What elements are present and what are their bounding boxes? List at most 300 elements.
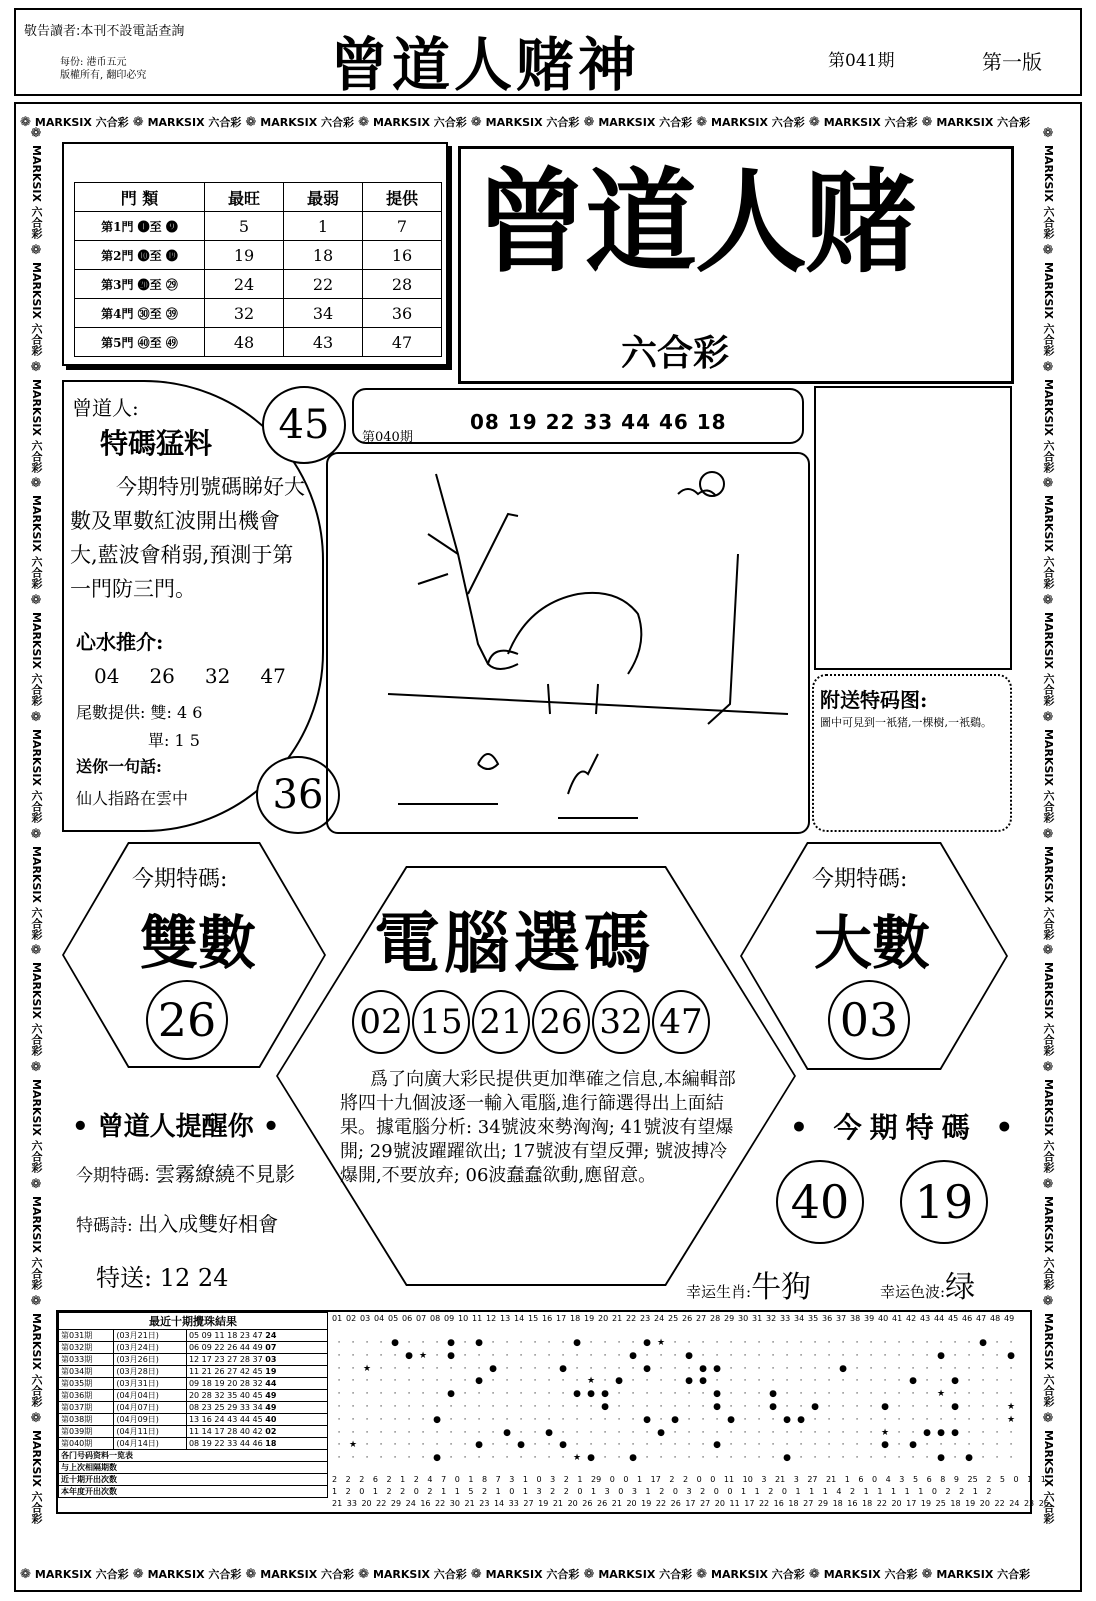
- ball-dot: ·: [995, 1427, 999, 1438]
- ball-dot: ·: [477, 1453, 481, 1464]
- band-text: MARKSIX 六合彩: [147, 116, 242, 129]
- reminder-line1: [76, 1158, 295, 1187]
- ball-dot: ·: [435, 1338, 439, 1348]
- ball-dot: ·: [799, 1427, 803, 1438]
- band-text: MARKSIX 六合彩: [30, 495, 43, 590]
- ball-dot: ·: [757, 1440, 761, 1451]
- ball-dot: ●: [965, 1453, 973, 1464]
- ball-dot: ·: [995, 1350, 999, 1361]
- ball-dot: ·: [869, 1401, 873, 1412]
- ball-dot: ·: [869, 1427, 873, 1438]
- ball-dot: ·: [897, 1338, 901, 1348]
- ball-number: 28: [710, 1314, 721, 1323]
- door-max: 24: [205, 270, 284, 299]
- ball-dot: ·: [883, 1376, 887, 1387]
- door-label: 第4門 ㉚至 ㊴: [75, 299, 205, 328]
- ball-dot: ·: [561, 1453, 565, 1464]
- ball-dot: ·: [617, 1350, 621, 1361]
- flower-icon: ❁: [28, 1410, 44, 1426]
- ball-dot: ·: [771, 1427, 775, 1438]
- ball-dot: ·: [855, 1427, 859, 1438]
- ball-dot: ·: [491, 1376, 495, 1387]
- ball-dot: ●: [545, 1427, 553, 1438]
- right-band: [1036, 126, 1060, 1546]
- ball-dot: ·: [701, 1350, 705, 1361]
- flower-icon: ❁: [470, 1566, 482, 1582]
- result-nums-text: 11 21 26 27 42 45: [188, 1367, 263, 1376]
- ball-dot: ·: [337, 1389, 341, 1400]
- ball-dot: ·: [841, 1350, 845, 1361]
- ball-dot: ·: [673, 1350, 677, 1361]
- ball-dot: ·: [449, 1453, 453, 1464]
- ball-dot: ·: [659, 1440, 663, 1451]
- gift-title: 附送特码图:: [820, 688, 928, 712]
- ball-dot: ●: [559, 1440, 567, 1451]
- flower-icon: ❁: [28, 476, 44, 492]
- ball-dot: ·: [813, 1389, 817, 1400]
- ball-number: 42: [906, 1314, 917, 1323]
- ball-dot: ·: [897, 1401, 901, 1412]
- ball-dot: ·: [463, 1363, 467, 1374]
- ball-dot: ·: [351, 1453, 355, 1464]
- result-special: 02: [265, 1427, 277, 1436]
- ball-number: 22: [626, 1314, 637, 1323]
- results-footer-2: 近十期开出次数: [59, 1474, 328, 1486]
- ball-dot: ·: [911, 1363, 915, 1374]
- flower-icon: ❁: [132, 114, 144, 130]
- computer-num: 32: [592, 990, 650, 1054]
- ball-dot: ·: [799, 1389, 803, 1400]
- ball-dot: ·: [589, 1414, 593, 1425]
- last-draw-box: [352, 388, 804, 444]
- flower-icon: ❁: [583, 114, 595, 130]
- ball-dot: ·: [631, 1440, 635, 1451]
- computer-numbers: [352, 990, 710, 1054]
- dot-row: [332, 1432, 1028, 1451]
- ball-dot: ·: [533, 1414, 537, 1425]
- band-text: MARKSIX 六合彩: [485, 116, 580, 129]
- ball-number: 29: [724, 1314, 735, 1323]
- ball-dot: ·: [351, 1376, 355, 1387]
- ball-dot: ·: [939, 1376, 943, 1387]
- ball-dot: ●: [643, 1363, 651, 1374]
- ball-stats-row: 2 2 2 6 2 1 2 4 7 0 1 8 7 3 1 0 3 2 1 29 0 0 1 17 2 2 0 0 11 10 3 21 3 27 21 1 6 0 4 3 5 6 8 9 25 2 5 0 1 1: [332, 1475, 1046, 1484]
- ball-number: 03: [360, 1314, 371, 1323]
- flower-icon: ❁: [1040, 826, 1056, 842]
- doors-header-min: 最弱: [284, 183, 363, 212]
- result-special: 24: [265, 1331, 277, 1340]
- ball-dot: ·: [813, 1414, 817, 1425]
- ball-dot: ·: [939, 1414, 943, 1425]
- ball-dot: ·: [547, 1350, 551, 1361]
- ball-dot: ·: [1009, 1389, 1013, 1400]
- band-text: MARKSIX 六合彩: [823, 1568, 918, 1581]
- flower-icon: ❁: [583, 1566, 595, 1582]
- flower-icon: ❁: [1040, 126, 1056, 141]
- result-nums: [186, 1402, 327, 1414]
- ball-dot: ·: [505, 1401, 509, 1412]
- flower-icon: ❁: [28, 242, 44, 258]
- ball-dot: ·: [589, 1338, 593, 1348]
- ball-dot: ·: [827, 1440, 831, 1451]
- ball-number: 23: [640, 1314, 651, 1323]
- ball-dot: ·: [813, 1453, 817, 1464]
- ball-dot: ·: [519, 1338, 523, 1348]
- ball-dot: ·: [519, 1363, 523, 1374]
- ball-dot: ·: [519, 1414, 523, 1425]
- ball-dot: ·: [841, 1376, 845, 1387]
- ball-dot: ·: [911, 1389, 915, 1400]
- ball-dot: ·: [603, 1363, 607, 1374]
- result-issue: 第033期: [59, 1354, 114, 1366]
- flower-icon: ❁: [28, 126, 44, 141]
- door-min: 43: [284, 328, 363, 357]
- dot-row: [332, 1368, 1028, 1387]
- band-text: MARKSIX 六合彩: [711, 116, 805, 129]
- result-date: (04月14日): [114, 1438, 187, 1450]
- pig-tree-illustration: [328, 454, 808, 832]
- band-text: MARKSIX 六合彩: [30, 728, 43, 823]
- result-issue: 第038期: [59, 1414, 114, 1426]
- computer-num: 47: [652, 990, 710, 1054]
- ball-number: 25: [668, 1314, 679, 1323]
- ball-dot: ·: [995, 1440, 999, 1451]
- ball-dot: ·: [435, 1401, 439, 1412]
- result-nums: [186, 1390, 327, 1402]
- ball-dot: ·: [757, 1453, 761, 1464]
- ball-dot: ·: [547, 1389, 551, 1400]
- ball-dot: ●: [475, 1440, 483, 1451]
- ball-dot: ·: [1009, 1338, 1013, 1348]
- blank-box: [814, 386, 1012, 670]
- ball-dot: ·: [813, 1440, 817, 1451]
- ball-dot: ·: [407, 1389, 411, 1400]
- ball-dot: ·: [393, 1440, 397, 1451]
- result-special: 40: [265, 1415, 277, 1424]
- ball-dot: ·: [491, 1414, 495, 1425]
- ball-dot: ·: [729, 1376, 733, 1387]
- recommend-numbers: [94, 664, 286, 688]
- ball-dot: ·: [575, 1440, 579, 1451]
- ball-dot: ·: [659, 1363, 663, 1374]
- ball-dot: ·: [869, 1338, 873, 1348]
- flower-icon: ❁: [808, 1566, 820, 1582]
- ball-dot: ·: [953, 1389, 957, 1400]
- ball-dot: ·: [673, 1427, 677, 1438]
- copyright: 版權所有, 翻印必究: [60, 70, 147, 81]
- ball-dot: ·: [533, 1389, 537, 1400]
- ball-dot: ·: [729, 1401, 733, 1412]
- ball-dot: ·: [715, 1414, 719, 1425]
- flower-icon: ❁: [1040, 476, 1056, 492]
- ball-dot: ·: [687, 1440, 691, 1451]
- ball-dot: ·: [981, 1414, 985, 1425]
- result-row: [59, 1378, 328, 1390]
- ball-number: 05: [388, 1314, 399, 1323]
- top-band: [20, 110, 1076, 134]
- ball-dot: ·: [995, 1389, 999, 1400]
- ball-dot: ·: [925, 1376, 929, 1387]
- result-special: 49: [265, 1391, 277, 1400]
- saying-text: 仙人指路在雲中: [76, 789, 189, 808]
- ball-dot: ·: [337, 1376, 341, 1387]
- tail-odd-label: 單:: [148, 731, 170, 750]
- result-date: (03月21日): [114, 1330, 187, 1342]
- ball-dot: ·: [799, 1401, 803, 1412]
- ball-dot: ·: [953, 1440, 957, 1451]
- recommend-title: 心水推介:: [76, 630, 164, 654]
- ball-dot: ·: [771, 1350, 775, 1361]
- band-text: MARKSIX 六合彩: [1042, 962, 1055, 1057]
- ball-dot: ·: [715, 1427, 719, 1438]
- ball-dot: ·: [337, 1401, 341, 1412]
- ball-dot: ·: [729, 1363, 733, 1374]
- doors-row: [75, 299, 442, 328]
- ball-dot: ●: [811, 1401, 819, 1412]
- ball-dot: ·: [911, 1338, 915, 1348]
- flower-icon: ❁: [696, 114, 708, 130]
- ball-dot: ·: [785, 1376, 789, 1387]
- computer-num: 15: [412, 990, 470, 1054]
- band-text: MARKSIX 六合彩: [1042, 1312, 1055, 1407]
- ball-dot: ·: [687, 1427, 691, 1438]
- flower-icon: ❁: [28, 593, 44, 609]
- flower-icon: ❁: [20, 1566, 31, 1582]
- ball-dot: ●: [1007, 1350, 1015, 1361]
- ball-dot: ·: [869, 1453, 873, 1464]
- band-text: MARKSIX 六合彩: [30, 1079, 43, 1174]
- ball-dot: ·: [981, 1363, 985, 1374]
- ball-dot: ·: [379, 1414, 383, 1425]
- ball-dot: ●: [685, 1350, 693, 1361]
- ball-dot: ·: [869, 1414, 873, 1425]
- ball-dot: ·: [337, 1440, 341, 1451]
- color-line: [880, 1262, 975, 1306]
- result-issue: 第035期: [59, 1378, 114, 1390]
- result-nums-text: 11 14 17 28 40 42: [188, 1427, 263, 1436]
- zodiac-label: 幸运生肖:: [686, 1283, 752, 1301]
- ball-dot: ·: [715, 1338, 719, 1348]
- zodiac-line: [686, 1262, 811, 1306]
- ball-dot: ·: [659, 1414, 663, 1425]
- ball-dot: ·: [659, 1389, 663, 1400]
- result-nums-text: 06 09 22 26 44 49: [188, 1343, 263, 1352]
- ball-dot: ·: [771, 1363, 775, 1374]
- ball-dot: ·: [547, 1414, 551, 1425]
- door-min: 1: [284, 212, 363, 241]
- ball-dot: ·: [701, 1401, 705, 1412]
- ball-dot: ·: [491, 1389, 495, 1400]
- tail-even: 4 6: [176, 703, 203, 722]
- ball-dot: ·: [967, 1376, 971, 1387]
- ball-number: 07: [416, 1314, 427, 1323]
- ball-dot: ·: [729, 1427, 733, 1438]
- ball-dot: ·: [477, 1414, 481, 1425]
- ball-dot: ·: [463, 1440, 467, 1451]
- ball-number: 10: [458, 1314, 469, 1323]
- ball-dot: ·: [925, 1414, 929, 1425]
- band-text: MARKSIX 六合彩: [1042, 1429, 1055, 1524]
- ball-dot: ·: [421, 1453, 425, 1464]
- ball-dot: ·: [379, 1363, 383, 1374]
- ball-number: 02: [346, 1314, 357, 1323]
- ball-dot: ·: [967, 1440, 971, 1451]
- ball-dot: ·: [869, 1376, 873, 1387]
- ball-dot: ·: [631, 1389, 635, 1400]
- doors-row: [75, 212, 442, 241]
- ball-number: 16: [542, 1314, 553, 1323]
- ball-dot: ●: [587, 1453, 595, 1464]
- band-text: MARKSIX 六合彩: [30, 261, 43, 356]
- flower-icon: ❁: [808, 114, 820, 130]
- ball-dot: ●: [475, 1376, 483, 1387]
- ball-dot: ·: [449, 1363, 453, 1374]
- ball-number: 41: [892, 1314, 903, 1323]
- ball-dot: ·: [855, 1338, 859, 1348]
- ball-number: 12: [486, 1314, 497, 1323]
- ball-dot: ·: [645, 1453, 649, 1464]
- band-text: MARKSIX 六合彩: [30, 1196, 43, 1290]
- ball-dot: ★: [586, 1376, 596, 1387]
- ball-dot: ·: [841, 1414, 845, 1425]
- result-date: (03月31日): [114, 1378, 187, 1390]
- ball-dot: ·: [407, 1338, 411, 1348]
- ball-dot: ·: [729, 1389, 733, 1400]
- ball-dot: ·: [967, 1350, 971, 1361]
- door-offer: 47: [363, 328, 442, 357]
- flower-icon: [568, 754, 598, 794]
- ball-dot: ·: [939, 1363, 943, 1374]
- ball-dot: ★: [656, 1338, 666, 1348]
- ball-dot: ·: [463, 1338, 467, 1348]
- band-text: MARKSIX 六合彩: [1042, 145, 1055, 239]
- ball-dot: ●: [713, 1389, 721, 1400]
- ball-dot: ●: [671, 1414, 679, 1425]
- flower-icon: ❁: [28, 1060, 44, 1076]
- result-nums-text: 13 16 24 43 44 45: [188, 1415, 263, 1424]
- ball-number: 35: [808, 1314, 819, 1323]
- ball-dot: ·: [757, 1401, 761, 1412]
- masthead-title: 曾道人赌神: [330, 31, 641, 99]
- results-footer-0: 各门号码资料一览表: [59, 1450, 328, 1462]
- ball-number: 19: [584, 1314, 595, 1323]
- ball-dot: ·: [463, 1389, 467, 1400]
- left-hex-number: 26: [146, 980, 228, 1060]
- flower-icon: ❁: [1040, 1060, 1056, 1076]
- ball-dot: ·: [995, 1338, 999, 1348]
- ball-dot: ●: [713, 1363, 721, 1374]
- band-text: MARKSIX 六合彩: [1042, 1079, 1055, 1174]
- ball-dot: ·: [533, 1401, 537, 1412]
- results-footer-1: 与上次相隔期数: [59, 1462, 328, 1474]
- ball-dot: ·: [477, 1363, 481, 1374]
- ball-dot: ·: [561, 1414, 565, 1425]
- ball-dot: ·: [631, 1427, 635, 1438]
- ball-number: 26: [682, 1314, 693, 1323]
- ball-dot: ·: [743, 1389, 747, 1400]
- ball-dot: ·: [869, 1350, 873, 1361]
- ball-dot: ·: [911, 1453, 915, 1464]
- band-text: MARKSIX 六合彩: [823, 116, 918, 129]
- ball-dot: ·: [547, 1376, 551, 1387]
- ball-dot: ·: [589, 1427, 593, 1438]
- result-nums: [186, 1438, 327, 1450]
- band-text: MARKSIX 六合彩: [485, 1568, 580, 1581]
- flower-icon: ❁: [358, 1566, 369, 1582]
- dot-row: [332, 1330, 1028, 1348]
- logo-subtitle: 六合彩: [621, 333, 730, 374]
- ball-dot: ·: [771, 1414, 775, 1425]
- ball-dot: ·: [953, 1453, 957, 1464]
- gift-box: [812, 674, 1012, 832]
- ball-number: 38: [850, 1314, 861, 1323]
- dot-row: [332, 1420, 1028, 1438]
- band-text: MARKSIX 六合彩: [1042, 845, 1055, 940]
- ball-dot: ·: [743, 1427, 747, 1438]
- ball-dot: ·: [631, 1376, 635, 1387]
- color-label: 幸运色波:: [880, 1283, 946, 1301]
- reminder-line2-label: 特碼詩:: [76, 1216, 133, 1236]
- ball-dot: ·: [603, 1440, 607, 1451]
- doors-row: [75, 270, 442, 299]
- ball-dot: ·: [1009, 1440, 1013, 1451]
- result-nums: [186, 1366, 327, 1378]
- ball-dot: ·: [841, 1453, 845, 1464]
- band-text: MARKSIX 六合彩: [34, 1568, 129, 1581]
- ball-dot: ·: [897, 1376, 901, 1387]
- ball-dot: ·: [365, 1338, 369, 1348]
- ball-dot: ●: [769, 1401, 777, 1412]
- band-text: MARKSIX 六合彩: [598, 1568, 693, 1581]
- ball-dot: ·: [561, 1389, 565, 1400]
- ball-dot: ·: [827, 1401, 831, 1412]
- ball-dot: ·: [729, 1350, 733, 1361]
- ball-dot: ·: [701, 1427, 705, 1438]
- left-hex-big: 雙數: [140, 909, 257, 977]
- ball-dot: ·: [421, 1427, 425, 1438]
- ball-number: 49: [1004, 1314, 1015, 1323]
- ball-dot: ·: [673, 1453, 677, 1464]
- ball-dot: ·: [995, 1414, 999, 1425]
- ball-dot: ·: [967, 1414, 971, 1425]
- door-offer: 7: [363, 212, 442, 241]
- ball-number: 13: [500, 1314, 511, 1323]
- ball-dot: ·: [421, 1376, 425, 1387]
- ball-dot: ·: [785, 1350, 789, 1361]
- ball-dot: ·: [827, 1427, 831, 1438]
- ball-dot: ·: [911, 1401, 915, 1412]
- ball-dot: ·: [757, 1376, 761, 1387]
- ball-dot: ·: [785, 1338, 789, 1348]
- ball-dot: ·: [687, 1363, 691, 1374]
- ball-dot: ·: [379, 1350, 383, 1361]
- door-max: 5: [205, 212, 284, 241]
- result-row: [59, 1390, 328, 1402]
- ball-dot: ·: [743, 1414, 747, 1425]
- ball-dot: ·: [533, 1453, 537, 1464]
- ball-number: 48: [990, 1314, 1001, 1323]
- result-nums: [186, 1414, 327, 1426]
- ball-dot: ·: [701, 1453, 705, 1464]
- ball-dot: ·: [953, 1414, 957, 1425]
- ball-dot: ·: [491, 1427, 495, 1438]
- ball-dot: ·: [617, 1453, 621, 1464]
- ball-dot: ·: [645, 1440, 649, 1451]
- ball-dot: ●: [713, 1401, 721, 1412]
- tail-label: 尾數提供: 雙:: [76, 703, 172, 722]
- ball-dot: ·: [687, 1414, 691, 1425]
- ball-dot: ·: [827, 1350, 831, 1361]
